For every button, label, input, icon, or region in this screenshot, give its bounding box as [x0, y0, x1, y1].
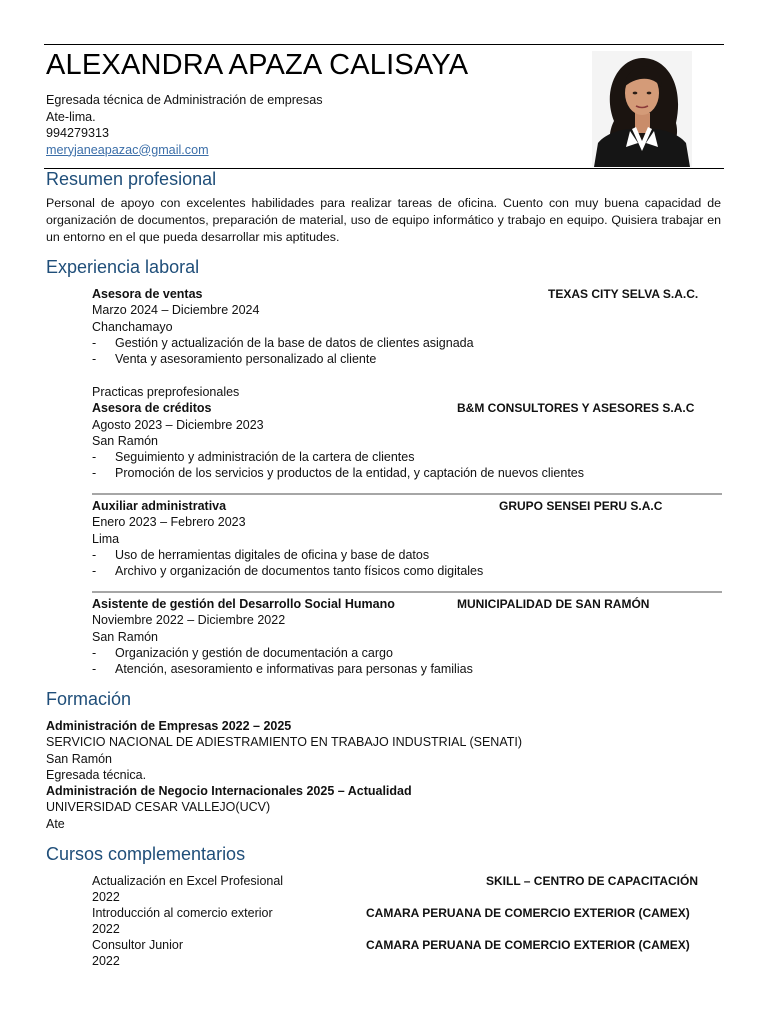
- top-rule: [44, 44, 724, 45]
- education-list: [46, 718, 522, 832]
- course-year: 2022: [92, 954, 120, 969]
- course-year: 2022: [92, 890, 120, 905]
- job-entry: [92, 384, 722, 482]
- summary-text: Personal de apoyo con excelentes habilidades para realizar tareas de oficina. Cuento con muy buena capacidad de organización de documentos, preparación de material, uso de equipo informático y trabajo en equipo. Quisiera trabajar en un entorno en el que pueda desarrollar mis aptitudes.: [46, 196, 721, 244]
- job-company: TEXAS CITY SELVA S.A.C.: [548, 287, 699, 301]
- professional-title: Egresada técnica de Administración de empresas: [46, 93, 323, 107]
- job-dates: Enero 2023 – Febrero 2023: [92, 515, 246, 530]
- education-institution: UNIVERSIDAD CESAR VALLEJO(UCV): [46, 800, 271, 815]
- job-bullet: - Promoción de los servicios y productos de la entidad, y captación de nuevos clientes: [92, 466, 585, 481]
- location: Ate-lima.: [46, 109, 96, 124]
- job-place: San Ramón: [92, 433, 159, 448]
- summary-heading: Resumen profesional: [46, 169, 217, 189]
- job-entry: [92, 596, 722, 677]
- job-company: GRUPO SENSEI PERU S.A.C: [499, 499, 663, 513]
- section-divider: [92, 493, 722, 495]
- course-year: 2022: [92, 922, 120, 937]
- phone: 994279313: [46, 126, 110, 140]
- job-bullet: - Atención, asesoramiento e informativas para personas y familias: [92, 662, 473, 677]
- job-company: MUNICIPALIDAD DE SAN RAMÓN: [457, 597, 650, 611]
- courses-heading: Cursos complementarios: [46, 844, 246, 864]
- education-title: Administración de Empresas 2022 – 2025: [46, 719, 292, 733]
- contact-block: [46, 92, 323, 158]
- section-divider: [92, 591, 722, 593]
- education-heading: Formación: [46, 689, 132, 709]
- job-role: Asistente de gestión del Desarrollo Social Humano: [92, 597, 395, 611]
- job-entry: [92, 286, 722, 367]
- job-bullet: - Venta y asesoramiento personalizado al cliente: [92, 352, 377, 367]
- job-bullet: - Organización y gestión de documentación a cargo: [92, 645, 393, 660]
- experience-heading: Experiencia laboral: [46, 257, 200, 277]
- job-place: Chanchamayo: [92, 319, 173, 334]
- course-name: Consultor Junior: [92, 938, 184, 952]
- course-entry: [92, 873, 722, 906]
- course-provider: CAMARA PERUANA DE COMERCIO EXTERIOR (CAMEX): [366, 938, 690, 952]
- course-provider: CAMARA PERUANA DE COMERCIO EXTERIOR (CAMEX): [366, 906, 690, 920]
- job-dates: Agosto 2023 – Diciembre 2023: [92, 417, 264, 432]
- job-pre-label: Practicas preprofesionales: [92, 385, 240, 399]
- course-provider: SKILL – CENTRO DE CAPACITACIÓN: [486, 874, 699, 888]
- education-note: Egresada técnica.: [46, 767, 147, 782]
- job-place: San Ramón: [92, 629, 159, 644]
- course-entry: [92, 937, 722, 970]
- job-role: Asesora de créditos: [92, 401, 212, 416]
- job-entry: [92, 498, 722, 579]
- job-place: Lima: [92, 531, 120, 546]
- job-role: Auxiliar administrativa: [92, 499, 227, 513]
- email-link[interactable]: meryjaneapazac@gmail.com: [46, 142, 209, 157]
- job-dates: Noviembre 2022 – Diciembre 2022: [92, 613, 286, 628]
- job-bullet: - Archivo y organización de documentos tanto físicos como digitales: [92, 564, 484, 579]
- education-place: San Ramón: [46, 751, 113, 766]
- course-name: Actualización en Excel Profesional: [92, 874, 284, 888]
- job-role: Asesora de ventas: [92, 287, 203, 301]
- profile-photo: [592, 51, 692, 167]
- course-name: Introducción al comercio exterior: [92, 906, 273, 920]
- education-title: Administración de Negocio Internacionales 2025 – Actualidad: [46, 784, 412, 799]
- job-bullet: - Gestión y actualización de la base de datos de clientes asignada: [92, 335, 474, 350]
- candidate-name: ALEXANDRA APAZA CALISAYA: [46, 49, 469, 81]
- course-entry: [92, 905, 722, 938]
- job-company: B&M CONSULTORES Y ASESORES S.A.C: [457, 401, 695, 416]
- job-dates: Marzo 2024 – Diciembre 2024: [92, 303, 260, 318]
- education-institution: SERVICIO NACIONAL DE ADIESTRAMIENTO EN TRABAJO INDUSTRIAL (SENATI): [46, 735, 523, 750]
- job-bullet: - Uso de herramientas digitales de oficina y base de datos: [92, 547, 430, 562]
- profile-photo-illustration: [592, 51, 692, 167]
- education-place: Ate: [46, 816, 65, 831]
- job-bullet: - Seguimiento y administración de la cartera de clientes: [92, 450, 415, 465]
